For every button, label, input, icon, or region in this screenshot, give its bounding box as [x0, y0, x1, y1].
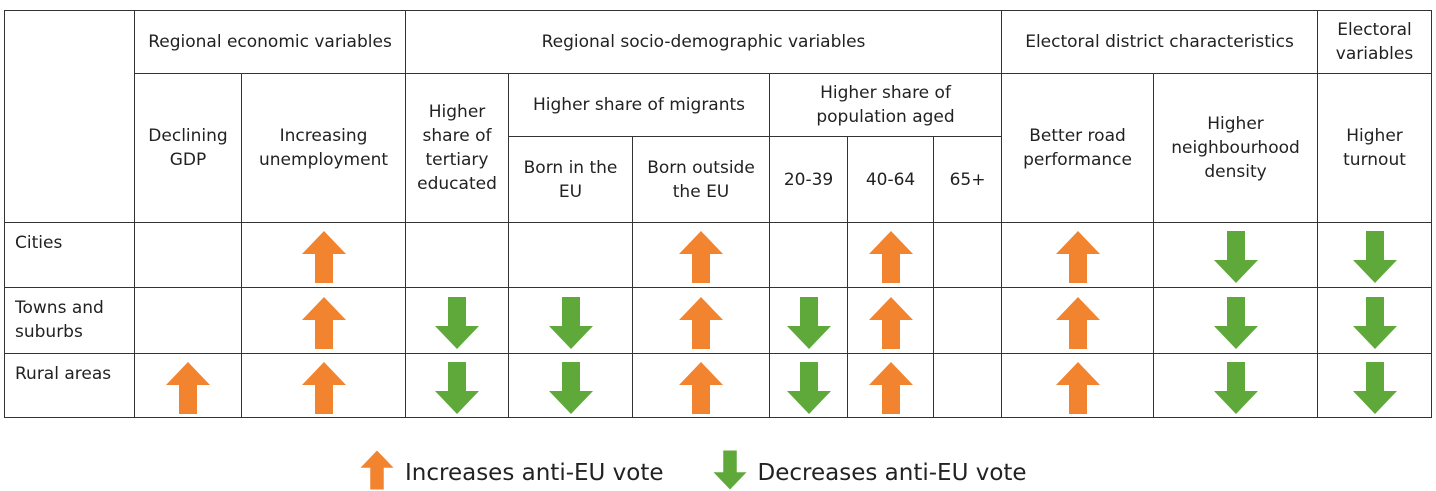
- effect-cell: [1318, 288, 1432, 354]
- column-header: Born outside the EU: [633, 137, 770, 223]
- up-arrow-icon: [677, 295, 725, 351]
- down-arrow-icon: [1351, 229, 1399, 285]
- column-header: Better road performance: [1002, 74, 1154, 223]
- up-arrow-icon: [677, 360, 725, 416]
- column-header: Born in the EU: [509, 137, 633, 223]
- down-arrow-icon: [708, 449, 752, 491]
- effect-cell: [135, 354, 242, 418]
- effect-cell: [1318, 223, 1432, 288]
- effect-cell: [406, 288, 509, 354]
- corner-cell: [5, 11, 135, 223]
- effect-cell: [1154, 354, 1318, 418]
- effect-cell: [135, 288, 242, 354]
- down-arrow-icon: [785, 295, 833, 351]
- column-header: Higher share of tertiary educated: [406, 74, 509, 223]
- down-arrow-icon: [433, 360, 481, 416]
- subgroup-header-aged: Higher share of population aged: [770, 74, 1002, 137]
- column-header: Higher neighbourhood density: [1154, 74, 1318, 223]
- up-arrow-icon: [867, 295, 915, 351]
- row-label: Rural areas: [5, 354, 135, 418]
- up-arrow-icon: [300, 229, 348, 285]
- effect-cell: [1002, 223, 1154, 288]
- effect-cell: [509, 354, 633, 418]
- column-header: 65+: [934, 137, 1002, 223]
- effect-cell: [242, 354, 406, 418]
- effect-cell: [1002, 354, 1154, 418]
- down-arrow-icon: [547, 295, 595, 351]
- effect-cell: [770, 354, 848, 418]
- effect-cell: [633, 354, 770, 418]
- effect-cell: [509, 223, 633, 288]
- effect-cell: [406, 223, 509, 288]
- effect-cell: [633, 288, 770, 354]
- down-arrow-icon: [1351, 360, 1399, 416]
- row-label: Cities: [5, 223, 135, 288]
- effect-cell: [848, 223, 934, 288]
- table-row: [5, 288, 1432, 354]
- effect-cell: [242, 223, 406, 288]
- effect-cell: [242, 288, 406, 354]
- effect-cell: [934, 354, 1002, 418]
- effect-cell: [848, 354, 934, 418]
- effect-cell: [1154, 223, 1318, 288]
- table-row: [5, 354, 1432, 418]
- effect-cell: [770, 288, 848, 354]
- up-arrow-icon: [355, 449, 399, 491]
- effect-cell: [934, 223, 1002, 288]
- down-arrow-icon: [547, 360, 595, 416]
- effect-cell: [1154, 288, 1318, 354]
- up-arrow-icon: [867, 229, 915, 285]
- down-arrow-icon: [785, 360, 833, 416]
- effect-cell: [848, 288, 934, 354]
- up-arrow-icon: [1054, 295, 1102, 351]
- up-arrow-icon: [300, 360, 348, 416]
- group-header-district: Electoral district characteristics: [1002, 11, 1318, 74]
- subgroup-header-migrants: Higher share of migrants: [509, 74, 770, 137]
- legend-item-increase: [355, 449, 664, 491]
- down-arrow-icon: [433, 295, 481, 351]
- effects-table: [4, 10, 1432, 418]
- effect-cell: [406, 354, 509, 418]
- effect-cell: [633, 223, 770, 288]
- up-arrow-icon: [300, 295, 348, 351]
- effect-cell: [135, 223, 242, 288]
- column-header: Increasing unemployment: [242, 74, 406, 223]
- group-header-economic: Regional economic variables: [135, 11, 406, 74]
- up-arrow-icon: [867, 360, 915, 416]
- column-header: 20-39: [770, 137, 848, 223]
- legend-item-decrease: [708, 449, 1027, 491]
- group-header-electoral: Electoral variables: [1318, 11, 1432, 74]
- column-header: Declining GDP: [135, 74, 242, 223]
- effect-cell: [1002, 288, 1154, 354]
- up-arrow-icon: [677, 229, 725, 285]
- effect-cell: [770, 223, 848, 288]
- legend-label-increase: Increases anti-EU vote: [405, 460, 664, 486]
- up-arrow-icon: [1054, 360, 1102, 416]
- column-header: Higher turnout: [1318, 74, 1432, 223]
- table-row: [5, 223, 1432, 288]
- column-header: 40-64: [848, 137, 934, 223]
- row-label: Towns and suburbs: [5, 288, 135, 354]
- effect-cell: [934, 288, 1002, 354]
- down-arrow-icon: [1351, 295, 1399, 351]
- down-arrow-icon: [1212, 295, 1260, 351]
- effect-cell: [509, 288, 633, 354]
- up-arrow-icon: [164, 360, 212, 416]
- legend: [355, 450, 1071, 490]
- down-arrow-icon: [1212, 360, 1260, 416]
- down-arrow-icon: [1212, 229, 1260, 285]
- effect-cell: [1318, 354, 1432, 418]
- group-header-sociodemographic: Regional socio-demographic variables: [406, 11, 1002, 74]
- legend-label-decrease: Decreases anti-EU vote: [757, 460, 1027, 486]
- up-arrow-icon: [1054, 229, 1102, 285]
